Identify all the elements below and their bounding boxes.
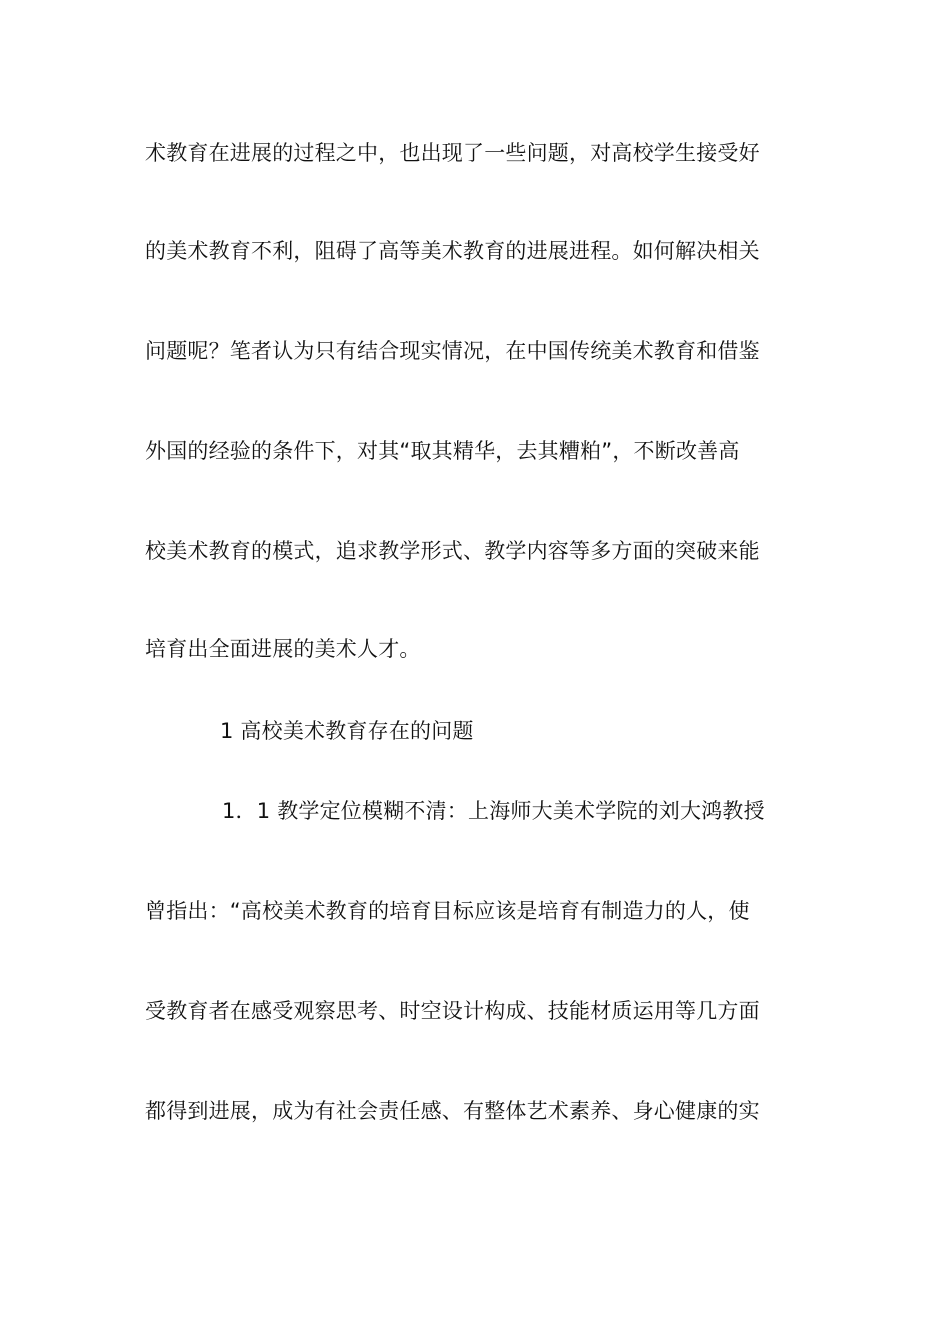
paragraph-line-7: 曾指出：“高校美术教育的培育目标应该是培育有制造力的人，使: [145, 899, 750, 923]
subsection-line: 1．1 教学定位模糊不清：上海师大美术学院的刘大鸿教授: [222, 799, 765, 823]
paragraph-line-9: 都得到进展，成为有社会责任感、有整体艺术素养、身心健康的实: [145, 1099, 760, 1123]
paragraph-line-4: 外国的经验的条件下，对其“取其精华，去其糟粕”，不断改善高: [145, 439, 740, 463]
paragraph-line-1: 术教育在进展的过程之中，也出现了一些问题，对高校学生接受好: [145, 141, 760, 165]
paragraph-line-2: 的美术教育不利，阻碍了高等美术教育的进展进程。如何解决相关: [145, 239, 760, 263]
paragraph-line-3: 问题呢？笔者认为只有结合现实情况，在中国传统美术教育和借鉴: [145, 339, 760, 363]
paragraph-line-5: 校美术教育的模式，追求教学形式、教学内容等多方面的突破来能: [145, 539, 760, 563]
section-heading: 1 高校美术教育存在的问题: [220, 719, 474, 743]
paragraph-line-6: 培育出全面进展的美术人才。: [145, 637, 421, 661]
paragraph-line-8: 受教育者在感受观察思考、时空设计构成、技能材质运用等几方面: [145, 999, 760, 1023]
